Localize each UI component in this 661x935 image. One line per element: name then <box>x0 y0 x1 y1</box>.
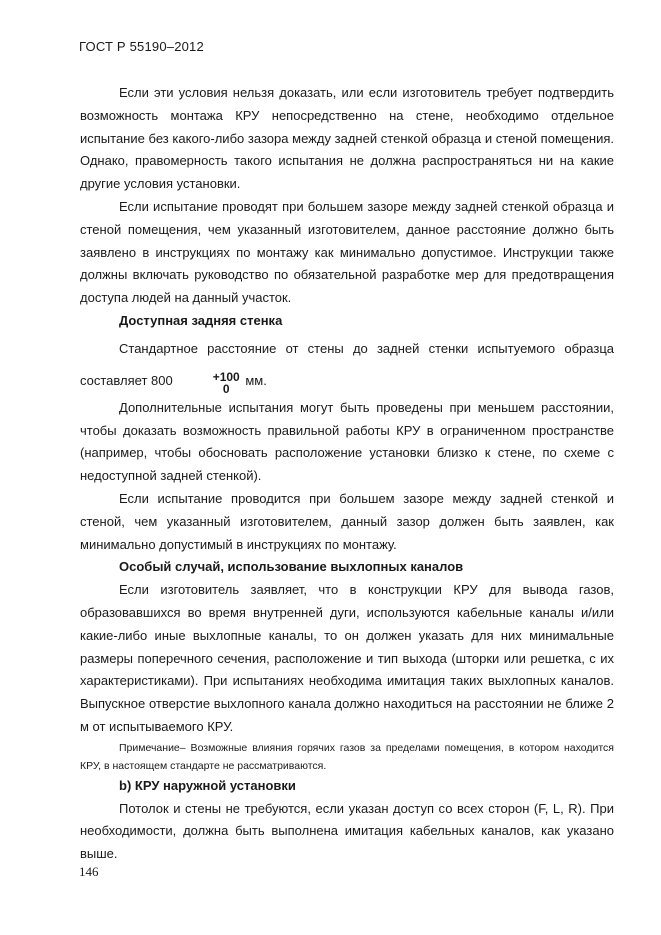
heading-outdoor-installation: b) КРУ наружной установки <box>119 777 296 793</box>
tolerance-upper: +100 <box>212 369 240 384</box>
document-body <box>80 82 614 866</box>
tolerance-lower: 0 <box>222 381 230 396</box>
document-header: ГОСТ Р 55190–2012 <box>79 39 204 54</box>
page-number: 146 <box>79 864 99 879</box>
paragraph-wall-mount-test: Если эти условия нельзя доказать, или если изготовитель требует подтвердить возможность монтажа КРУ непосредственно на стене, необходимо отдельное испытание без какого-либо зазора между задней стенкой образца и стеной помещения. Однако, правомерность такого испытания не должна распространяться ни на какие другие условия установки. <box>80 85 614 192</box>
paragraph-exhaust-ducts: Если изготовитель заявляет, что в конструкции КРУ для вывода газов, образовавшихся во время внутренней дуги, используются кабельные каналы и/или какие-либо иные выхлопные каналы, то он должен указать для них минимальные размеры поперечного сечения, расположение и тип выхода (шторки или решетка, с их характеристиками). При испытаниях необходима имитация таких выхлопных каналов. Выпускное отверстие выхлопного канала должно находиться на расстоянии не ближе 2 м от испытываемого КРУ. <box>80 582 614 734</box>
paragraph-larger-gap: Если испытание проводят при большем зазоре между задней стенкой образца и стеной помещения, чем указанный изготовителем, данное расстояние должно быть заявлено в инструкциях по монтажу как минимально допустимое. Инструкции также должны включать руководство по обязательной разработке мер для предотвращения доступа людей на данный участок. <box>80 198 614 306</box>
note-hot-gases: Примечание– Возможные влияния горячих газов за пределами помещения, в котором находится КРУ, в настоящем стандарте не рассматриваются. <box>80 741 614 772</box>
paragraph-additional-tests: Дополнительные испытания могут быть проведены при меньшем расстоянии, чтобы доказать возможность правильной работы КРУ в ограниченном пространстве (например, чтобы обосновать расположение установки близко к стене, по схеме с недоступной задней стенкой). <box>80 399 614 484</box>
tolerance-stack <box>174 371 240 395</box>
paragraph-outdoor: Потолок и стены не требуются, если указан доступ со всех сторон (F, L, R). При необходимости, должна быть выполнена имитация кабельных каналов, как указано выше. <box>80 800 614 862</box>
heading-exhaust-ducts: Особый случай, использование выхлопных каналов <box>119 559 464 575</box>
standard-distance-unit: мм. <box>241 372 267 388</box>
paragraph-gap-declared: Если испытание проводится при большем зазоре между задней стенкой и стеной, чем указанный изготовителем, данный зазор должен быть заявлен, как минимально допустимый в инструкциях по монтажу. <box>80 490 614 552</box>
standard-distance-text: Стандартное расстояние от стены до задней стенки испытуемого образца составляет 800 <box>80 340 614 388</box>
paragraph-standard-distance <box>80 333 614 397</box>
heading-accessible-rear: Доступная задняя стенка <box>119 312 283 328</box>
